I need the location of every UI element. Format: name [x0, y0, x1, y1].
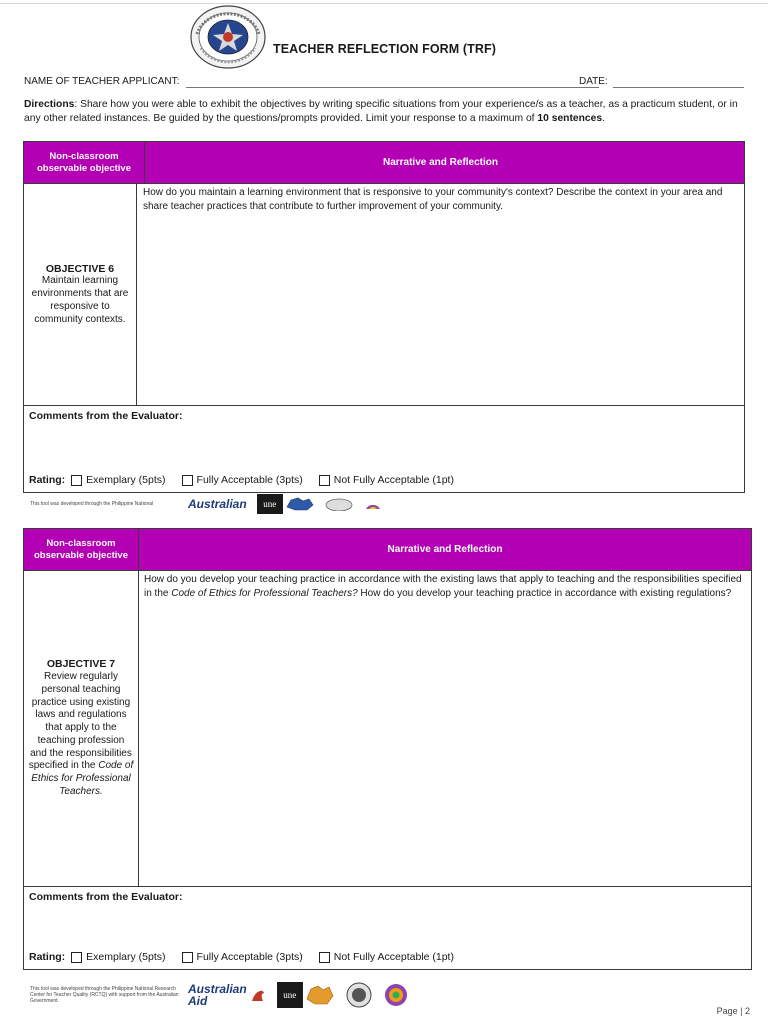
page-number: Page | 2 [716, 1006, 750, 1016]
objective-title: OBJECTIVE 6 [45, 262, 115, 275]
objective-text: Maintain learning environments that are responsive to community contexts. [31, 275, 129, 325]
rctq-seal-icon [345, 982, 373, 1008]
prompt-part-1: How do you develop your teaching practice in accordance with the existing laws that apply to teaching and the responsibilities specified in the [144, 574, 742, 599]
footer-logos-1 [30, 494, 383, 514]
objective-title: OBJECTIVE 7 [46, 658, 116, 671]
evaluator-comments[interactable] [24, 887, 751, 969]
footer-text: This tool was developed through the Philippine National Research Center for Teacher Quality (RCTQ) with support from the Australian Government. [30, 986, 179, 1004]
objective-text-code-of-ethics: Code of Ethics for Professional Teachers. [31, 760, 134, 798]
directions-text: : Share how you were able to exhibit the objectives by writing specific situations from your experience/s as a teacher, as a practicum student, or in any other related instances. Be guided by the questions/prompts provided. Limit your response to a maximum of [24, 99, 738, 124]
rating-label: Rating: [29, 951, 66, 963]
rating-not-fully-acceptable[interactable] [319, 951, 454, 963]
rating-not-fully-acceptable-label: Not Fully Acceptable (1pt) [333, 474, 454, 486]
australia-map-icon [285, 497, 315, 511]
header-narrative-column: Narrative and Reflection [387, 544, 503, 555]
rating-not-fully-acceptable[interactable] [319, 474, 454, 486]
date-label: DATE: [579, 76, 608, 87]
rating-exemplary-label: Exemplary (5pts) [86, 951, 166, 963]
checkbox-fully-acceptable[interactable] [182, 952, 193, 963]
objective-cell [24, 184, 137, 405]
australian-aid-logo [188, 983, 247, 1007]
objective-7-table [23, 528, 752, 970]
table-header [24, 529, 751, 571]
footer-logos-2 [30, 982, 409, 1008]
rating-fully-acceptable[interactable] [182, 474, 303, 486]
kangaroo-icon [249, 986, 267, 1004]
narrative-prompt[interactable]: How do you maintain a learning environment that is responsive to your community's context? Describe the context in your area and share teacher practices that contribute to further improvement of your community. [143, 187, 723, 212]
checkbox-not-fully-acceptable[interactable] [319, 475, 330, 486]
directions [24, 98, 746, 126]
swirl-logo-icon [383, 982, 409, 1008]
prompt-part-2: How do you develop your teaching practice in accordance with existing regulations? [357, 588, 732, 599]
prompt-code-of-ethics: Code of Ethics for Professional Teachers? [171, 588, 358, 599]
header-objective-column: Non-classroom observable objective [24, 529, 139, 570]
rating-fully-acceptable-label: Fully Acceptable (3pts) [196, 474, 303, 486]
name-label: NAME OF TEACHER APPLICANT: [24, 76, 180, 87]
rating-fully-acceptable[interactable] [182, 951, 303, 963]
name-date-row [24, 76, 744, 92]
swirl-logo-icon [363, 497, 383, 511]
rating-fully-acceptable-label: Fully Acceptable (3pts) [196, 951, 303, 963]
rating-row [29, 474, 470, 486]
une-logo: une [277, 982, 303, 1008]
rctq-seal-icon [325, 497, 353, 511]
objective-6-table [23, 141, 745, 493]
checkbox-not-fully-acceptable[interactable] [319, 952, 330, 963]
narrative-prompt[interactable] [144, 573, 747, 601]
top-rule [0, 3, 768, 4]
table-header [24, 142, 744, 184]
objective-text [28, 671, 134, 799]
date-field[interactable] [613, 87, 744, 88]
name-field[interactable] [186, 87, 599, 88]
evaluator-comments[interactable] [24, 406, 744, 492]
checkbox-fully-acceptable[interactable] [182, 475, 193, 486]
directions-tail: . [602, 113, 605, 124]
une-logo: une [257, 494, 283, 514]
australia-map-icon [305, 984, 335, 1006]
rating-not-fully-acceptable-label: Not Fully Acceptable (1pt) [333, 951, 454, 963]
directions-limit: 10 sentences [537, 113, 603, 124]
table-body [24, 571, 751, 887]
rating-exemplary[interactable] [71, 951, 165, 963]
form-title: TEACHER REFLECTION FORM (TRF) [273, 42, 497, 56]
comments-label: Comments from the Evaluator: [29, 410, 183, 422]
header-narrative-column: Narrative and Reflection [382, 157, 499, 168]
footer-text: This tool was developed through the Philippine National [30, 501, 154, 507]
deped-seal-logo [189, 4, 267, 70]
rating-label: Rating: [29, 474, 66, 486]
australian-aid-line1: Australian [188, 982, 247, 996]
comments-label: Comments from the Evaluator: [29, 891, 183, 903]
australian-aid-line2: Aid [188, 994, 208, 1008]
table-body [24, 184, 744, 406]
objective-cell [24, 571, 139, 886]
rating-exemplary-label: Exemplary (5pts) [86, 474, 166, 486]
australian-aid-logo: Australian [188, 497, 247, 511]
rating-exemplary[interactable] [71, 474, 165, 486]
objective-text-main: Review regularly personal teaching practice using existing laws and regulations that apply to the teaching profession and the responsibilities specified in the [28, 670, 132, 772]
header-objective-column: Non-classroom observable objective [24, 142, 145, 183]
checkbox-exemplary[interactable] [71, 952, 82, 963]
checkbox-exemplary[interactable] [71, 475, 82, 486]
rating-row [29, 951, 470, 963]
directions-label: Directions [24, 99, 75, 110]
